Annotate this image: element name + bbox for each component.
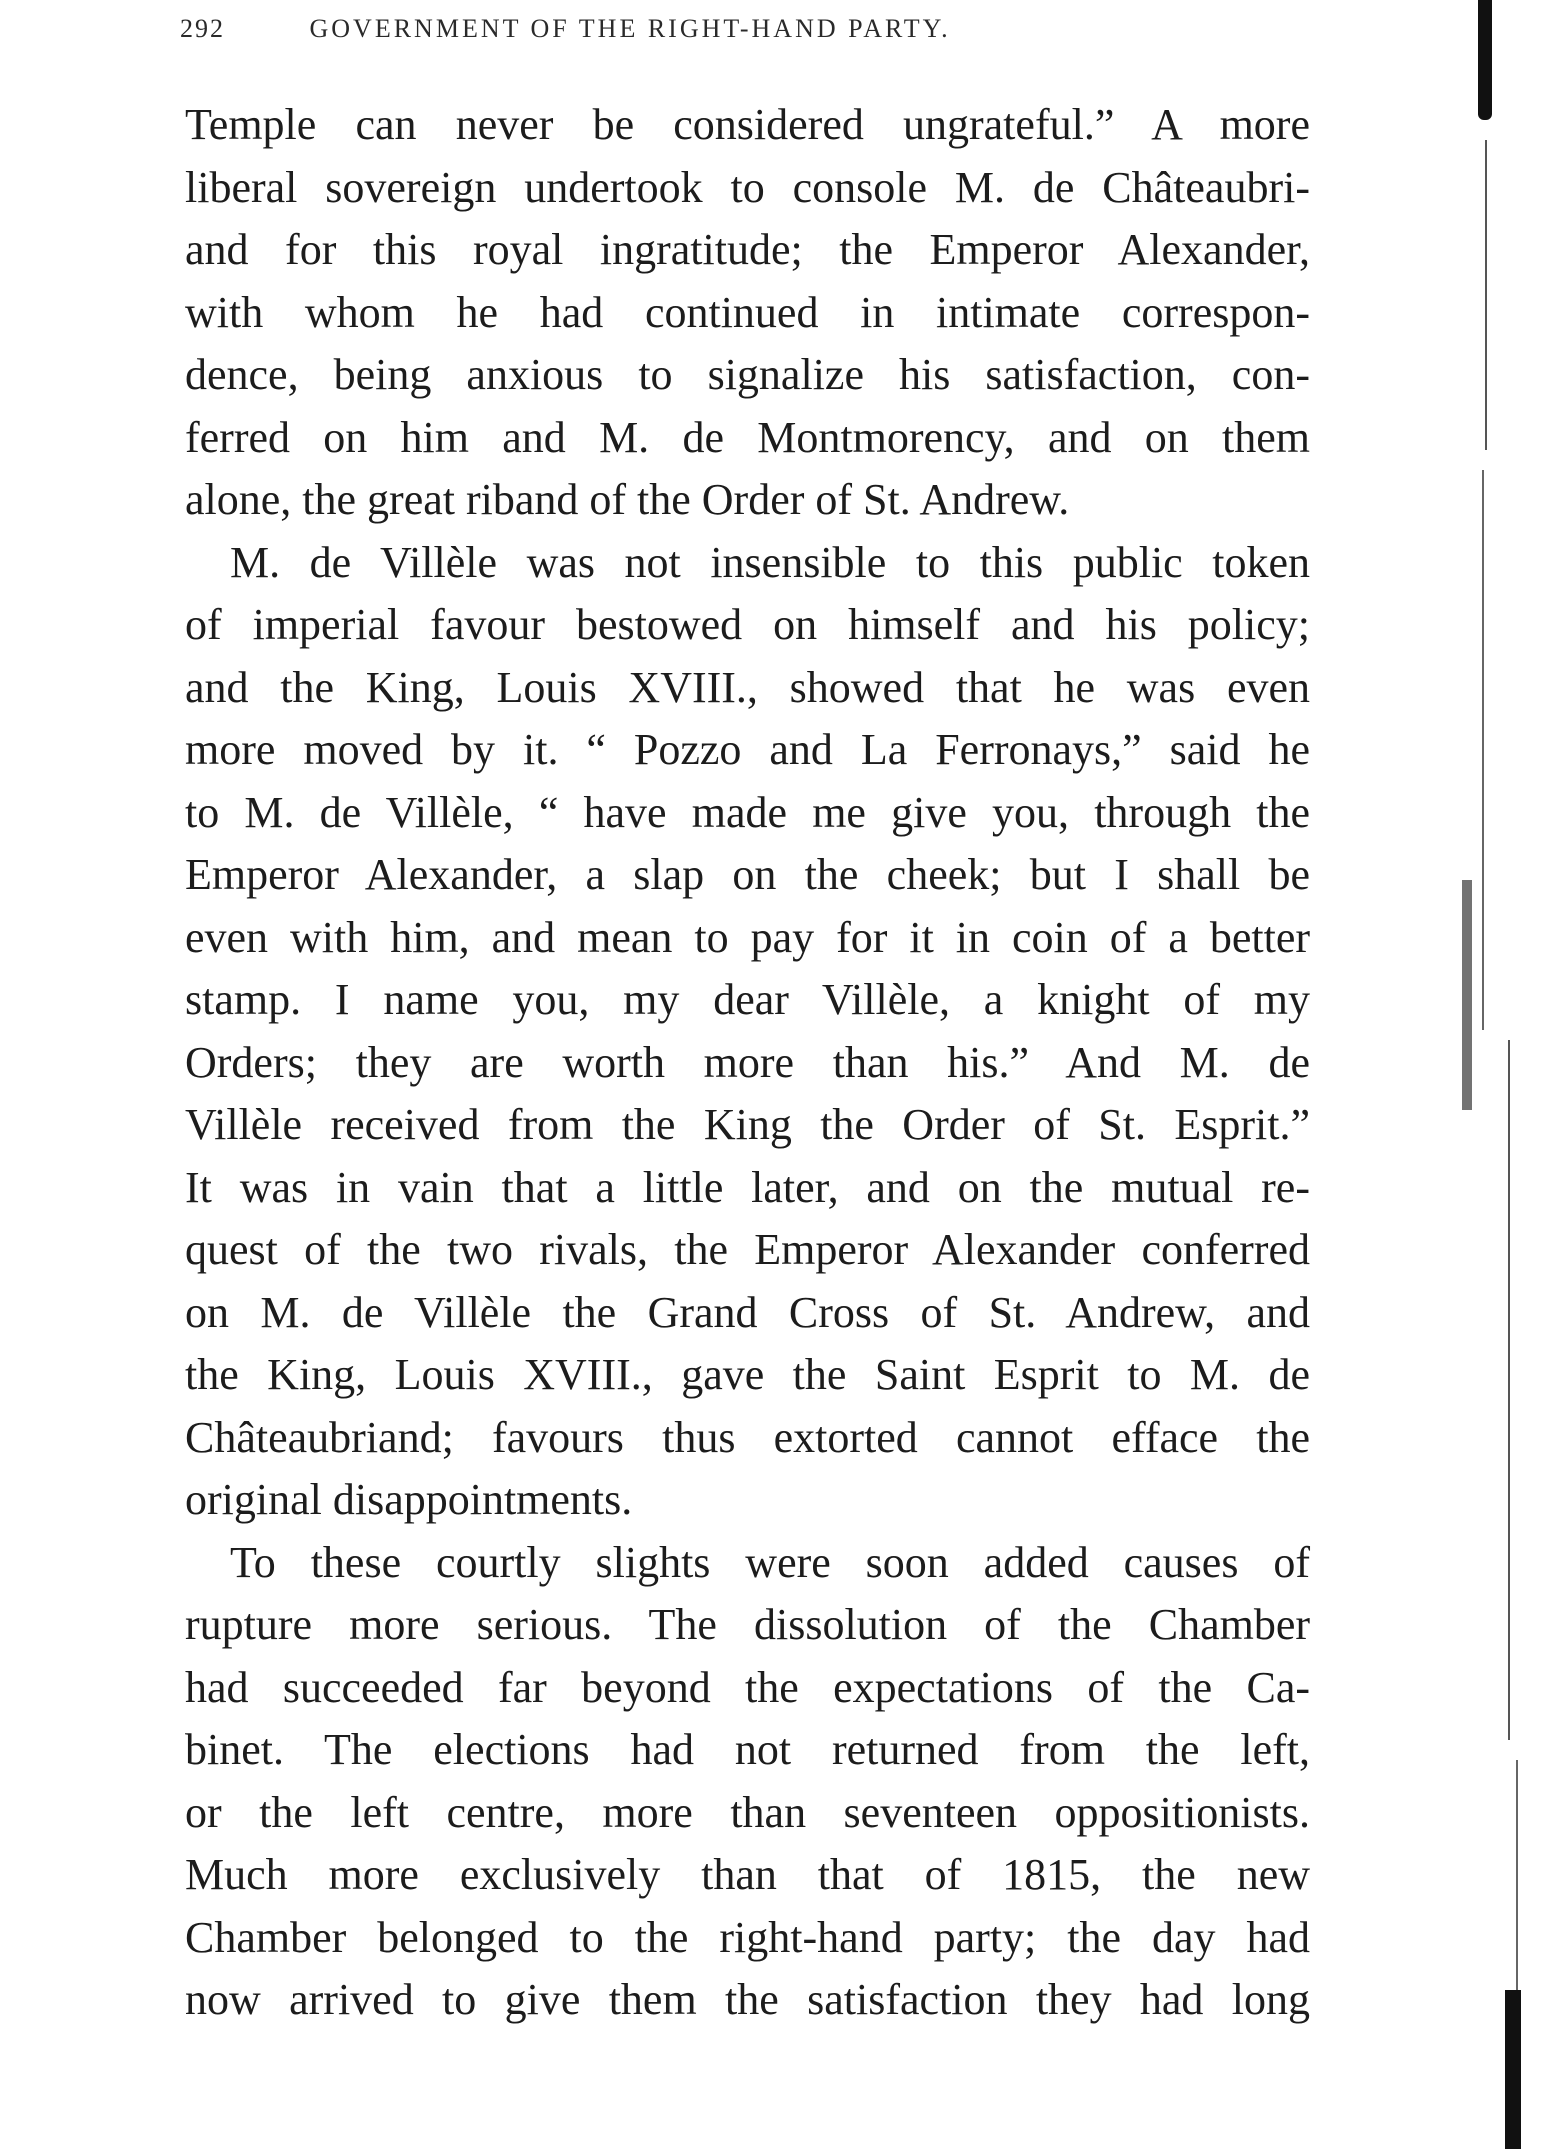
text-line: liberal sovereign undertook to console M. de Châteaubri- xyxy=(185,162,1310,212)
text-line: the King, Louis XVIII., gave the Saint Esprit to M. de xyxy=(185,1350,1310,1399)
text-line: Chamber belonged to the right-hand party; the day had xyxy=(185,1912,1310,1962)
scan-edge-mark xyxy=(1505,1990,1521,2149)
text-line: dence, being anxious to signalize his satisfaction, con- xyxy=(185,350,1310,399)
scan-edge-mark xyxy=(1485,140,1487,450)
text-line: and the King, Louis XVIII., showed that he was even xyxy=(185,662,1310,712)
scan-edge-mark xyxy=(1478,0,1492,120)
text-line: It was in vain that a little later, and on the mutual re- xyxy=(185,1162,1310,1212)
text-line: Orders; they are worth more than his.” And M. de xyxy=(185,1037,1310,1087)
text-line: rupture more serious. The dissolution of the Chamber xyxy=(185,1600,1310,1649)
page-number: 292 xyxy=(180,14,225,43)
text-line: now arrived to give them the satisfaction they had long xyxy=(185,1975,1310,2024)
text-line: original disappointments. xyxy=(185,1475,633,1524)
text-line: had succeeded far beyond the expectations of the Ca- xyxy=(185,1662,1310,1712)
scan-edge-mark xyxy=(1516,1760,1518,2000)
text-line: Emperor Alexander, a slap on the cheek; but I shall be xyxy=(185,850,1310,899)
text-line: Temple can never be considered ungrateful.” A more xyxy=(185,100,1310,149)
text-line: of imperial favour bestowed on himself and his policy; xyxy=(185,600,1310,649)
text-line: Much more exclusively than that of 1815, the new xyxy=(185,1850,1310,1899)
paragraph-start-line: M. de Villèle was not insensible to this public token xyxy=(230,537,1310,587)
text-line: more moved by it. “ Pozzo and La Ferronays,” said he xyxy=(185,725,1310,774)
paragraph-start-line: To these courtly slights were soon added causes of xyxy=(230,1537,1310,1587)
text-line: with whom he had continued in intimate correspon- xyxy=(185,287,1310,337)
text-line: ferred on him and M. de Montmorency, and on them xyxy=(185,412,1310,462)
scan-edge-mark xyxy=(1508,1040,1510,1740)
text-line: to M. de Villèle, “ have made me give you, through the xyxy=(185,787,1310,837)
body-text xyxy=(185,94,1310,2032)
running-head xyxy=(180,14,1320,54)
text-line: stamp. I name you, my dear Villèle, a knight of my xyxy=(185,975,1310,1024)
text-line: quest of the two rivals, the Emperor Alexander conferred xyxy=(185,1225,1310,1274)
text-line: alone, the great riband of the Order of St. Andrew. xyxy=(185,475,1070,524)
text-line: even with him, and mean to pay for it in coin of a better xyxy=(185,912,1310,962)
text-line: Villèle received from the King the Order of St. Esprit.” xyxy=(185,1100,1310,1149)
running-head-title: GOVERNMENT OF THE RIGHT-HAND PARTY. xyxy=(309,14,951,43)
scan-edge-mark xyxy=(1462,880,1472,1110)
text-line: Châteaubriand; favours thus extorted cannot efface the xyxy=(185,1412,1310,1462)
text-line: and for this royal ingratitude; the Emperor Alexander, xyxy=(185,225,1310,274)
scan-edge-mark xyxy=(1482,470,1484,1030)
text-line: binet. The elections had not returned from the left, xyxy=(185,1725,1310,1774)
text-line: on M. de Villèle the Grand Cross of St. Andrew, and xyxy=(185,1287,1310,1337)
text-line: or the left centre, more than seventeen oppositionists. xyxy=(185,1787,1310,1837)
